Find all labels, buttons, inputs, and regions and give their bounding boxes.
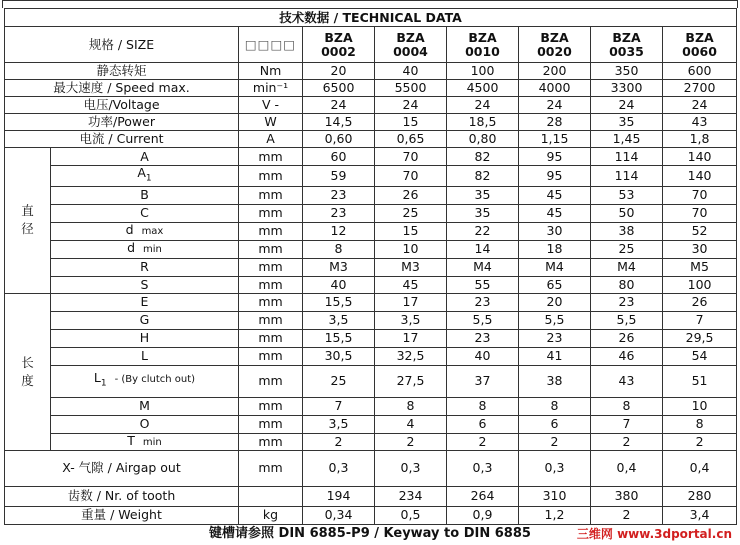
dimension-symbol: L bbox=[93, 370, 101, 386]
value-cell: 20 bbox=[303, 63, 375, 80]
value-cell: 8 bbox=[303, 240, 375, 258]
value-cell: 51 bbox=[663, 365, 737, 397]
value-cell: 95 bbox=[519, 166, 591, 187]
dimension-row bbox=[5, 204, 737, 222]
model-prefix: BZA bbox=[396, 29, 425, 45]
value-cell: 200 bbox=[519, 63, 591, 80]
value-cell: 2700 bbox=[663, 80, 737, 97]
value-cell: 14,5 bbox=[303, 114, 375, 131]
dimension-symbol: C bbox=[140, 205, 149, 220]
dimension-label bbox=[51, 329, 239, 347]
dimension-row bbox=[5, 397, 737, 415]
value-cell: 8 bbox=[591, 397, 663, 415]
group-char: 直 bbox=[21, 203, 34, 219]
dimension-label bbox=[51, 365, 239, 397]
value-cell: M4 bbox=[519, 258, 591, 276]
value-cell: 15,5 bbox=[303, 293, 375, 311]
value-cell: 37 bbox=[447, 365, 519, 397]
value-cell: 1,45 bbox=[591, 131, 663, 148]
value-cell: 10 bbox=[375, 240, 447, 258]
unit-cell: Nm bbox=[239, 63, 303, 80]
value-cell: 70 bbox=[375, 148, 447, 166]
value-cell: 59 bbox=[303, 166, 375, 187]
value-cell: 8 bbox=[663, 415, 737, 433]
value-cell: 25 bbox=[591, 240, 663, 258]
value-cell: 15 bbox=[375, 114, 447, 131]
spec-row bbox=[5, 80, 737, 97]
value-cell: 23 bbox=[447, 293, 519, 311]
value-cell: 65 bbox=[519, 276, 591, 293]
model-header bbox=[447, 27, 519, 63]
value-cell: 3,4 bbox=[663, 506, 737, 524]
dimension-symbol: R bbox=[140, 259, 149, 274]
value-cell: 1,2 bbox=[519, 506, 591, 524]
dimension-note: min bbox=[143, 244, 162, 255]
dimension-row bbox=[5, 433, 737, 450]
value-cell: M3 bbox=[375, 258, 447, 276]
dimension-subscript: 1 bbox=[100, 378, 107, 389]
spec-row bbox=[5, 63, 737, 80]
value-cell: 25 bbox=[375, 204, 447, 222]
row-label: 静态转矩 bbox=[5, 63, 239, 80]
value-cell: 23 bbox=[303, 204, 375, 222]
value-cell: 0,5 bbox=[375, 506, 447, 524]
value-cell: M4 bbox=[591, 258, 663, 276]
value-cell: 5500 bbox=[375, 80, 447, 97]
dimension-symbol: d bbox=[125, 222, 134, 237]
dimension-note: min bbox=[142, 436, 162, 448]
dimension-symbol: O bbox=[139, 416, 150, 431]
value-cell: 24 bbox=[591, 97, 663, 114]
value-cell: 45 bbox=[519, 204, 591, 222]
spec-row bbox=[5, 450, 737, 486]
value-cell: 35 bbox=[447, 186, 519, 204]
spec-row bbox=[5, 97, 737, 114]
value-cell: 3300 bbox=[591, 80, 663, 97]
value-cell: 140 bbox=[663, 166, 737, 187]
unit-cell: mm bbox=[239, 329, 303, 347]
dimension-label bbox=[51, 186, 239, 204]
value-cell: 24 bbox=[375, 97, 447, 114]
value-cell: 23 bbox=[519, 329, 591, 347]
value-cell: 8 bbox=[447, 397, 519, 415]
value-cell: 17 bbox=[375, 329, 447, 347]
unit-cell: mm bbox=[239, 148, 303, 166]
value-cell: 0,3 bbox=[447, 450, 519, 486]
value-cell: 18,5 bbox=[447, 114, 519, 131]
dimension-row bbox=[5, 329, 737, 347]
unit-cell: mm bbox=[239, 258, 303, 276]
dimension-row bbox=[5, 222, 737, 240]
value-cell: 1,8 bbox=[663, 131, 737, 148]
model-code: 0004 bbox=[393, 43, 428, 59]
value-cell: M3 bbox=[303, 258, 375, 276]
unit-cell: W bbox=[239, 114, 303, 131]
unit-cell: mm bbox=[239, 433, 303, 450]
value-cell: 14 bbox=[447, 240, 519, 258]
value-cell: 15 bbox=[375, 222, 447, 240]
value-cell: 27,5 bbox=[375, 365, 447, 397]
value-cell: 2 bbox=[663, 433, 737, 450]
row-label: 电流 / Current bbox=[5, 131, 239, 148]
unit-cell: mm bbox=[239, 166, 303, 187]
diameter-group-label bbox=[5, 148, 51, 294]
value-cell: 2 bbox=[375, 433, 447, 450]
keyway-footnote: 键槽请参照 DIN 6885-P9 / Keyway to DIN 6885 bbox=[209, 526, 531, 541]
header-row bbox=[5, 27, 737, 63]
unit-cell: mm bbox=[239, 186, 303, 204]
value-cell: 8 bbox=[375, 397, 447, 415]
row-label: 齿数 / Nr. of tooth bbox=[5, 486, 239, 506]
value-cell: 1,15 bbox=[519, 131, 591, 148]
dimension-label bbox=[51, 311, 239, 329]
value-cell: 7 bbox=[663, 311, 737, 329]
unit-cell: mm bbox=[239, 204, 303, 222]
value-cell: 8 bbox=[519, 397, 591, 415]
spec-row bbox=[5, 131, 737, 148]
value-cell: 10 bbox=[663, 397, 737, 415]
dimension-label bbox=[51, 222, 239, 240]
value-cell: 6 bbox=[447, 415, 519, 433]
value-cell: 45 bbox=[375, 276, 447, 293]
value-cell: 52 bbox=[663, 222, 737, 240]
dimension-symbol: A bbox=[137, 165, 146, 180]
value-cell: 4500 bbox=[447, 80, 519, 97]
unit-cell: kg bbox=[239, 506, 303, 524]
dimension-symbol: S bbox=[140, 276, 149, 292]
dimension-subscript: 1 bbox=[145, 173, 152, 184]
model-prefix: BZA bbox=[540, 29, 569, 45]
value-cell: 5,5 bbox=[591, 311, 663, 329]
dimension-row bbox=[5, 186, 737, 204]
unit-cell: mm bbox=[239, 311, 303, 329]
value-cell: 280 bbox=[663, 486, 737, 506]
value-cell: 24 bbox=[303, 97, 375, 114]
dimension-row bbox=[5, 293, 737, 311]
value-cell: 40 bbox=[375, 63, 447, 80]
value-cell: 25 bbox=[303, 365, 375, 397]
dimension-label bbox=[51, 415, 239, 433]
value-cell: 4 bbox=[375, 415, 447, 433]
dimension-label bbox=[51, 204, 239, 222]
model-header bbox=[591, 27, 663, 63]
value-cell: 2 bbox=[519, 433, 591, 450]
unit-cell: mm bbox=[239, 240, 303, 258]
model-header bbox=[663, 27, 737, 63]
value-cell: 100 bbox=[663, 276, 737, 293]
unit-cell: mm bbox=[239, 293, 303, 311]
value-cell: 264 bbox=[447, 486, 519, 506]
value-cell: 2 bbox=[591, 433, 663, 450]
value-cell: 38 bbox=[591, 222, 663, 240]
value-cell: 24 bbox=[447, 97, 519, 114]
value-cell: 30 bbox=[519, 222, 591, 240]
row-label: X- 气隙 / Airgap out bbox=[5, 450, 239, 486]
dimension-label bbox=[51, 148, 239, 166]
dimension-symbol: H bbox=[139, 330, 150, 345]
dimension-label bbox=[51, 276, 239, 293]
spec-row bbox=[5, 486, 737, 506]
value-cell: 0,4 bbox=[591, 450, 663, 486]
value-cell: 35 bbox=[591, 114, 663, 131]
unit-cell: A bbox=[239, 131, 303, 148]
value-cell: 40 bbox=[447, 347, 519, 365]
value-cell: 18 bbox=[519, 240, 591, 258]
title-row bbox=[5, 9, 737, 27]
unit-cell: mm bbox=[239, 365, 303, 397]
dimension-row bbox=[5, 258, 737, 276]
value-cell: 41 bbox=[519, 347, 591, 365]
spec-row bbox=[5, 506, 737, 524]
dimension-symbol: A bbox=[140, 148, 149, 164]
dimension-symbol: E bbox=[140, 294, 149, 309]
value-cell: 23 bbox=[303, 186, 375, 204]
value-cell: 0,80 bbox=[447, 131, 519, 148]
dimension-row bbox=[5, 166, 737, 187]
value-cell: 2 bbox=[591, 506, 663, 524]
value-cell: 23 bbox=[447, 329, 519, 347]
value-cell: 380 bbox=[591, 486, 663, 506]
dimension-label bbox=[51, 347, 239, 365]
value-cell: 45 bbox=[519, 186, 591, 204]
value-cell: 0,34 bbox=[303, 506, 375, 524]
value-cell: 54 bbox=[663, 347, 737, 365]
unit-cell: mm bbox=[239, 222, 303, 240]
value-cell: 2 bbox=[447, 433, 519, 450]
value-cell: 26 bbox=[663, 293, 737, 311]
value-cell: 0,4 bbox=[663, 450, 737, 486]
value-cell: 17 bbox=[375, 293, 447, 311]
dimension-note: max bbox=[141, 226, 164, 237]
model-prefix: BZA bbox=[324, 29, 353, 45]
value-cell: 43 bbox=[591, 365, 663, 397]
value-cell: 6 bbox=[519, 415, 591, 433]
model-prefix: BZA bbox=[612, 29, 641, 45]
model-header bbox=[303, 27, 375, 63]
value-cell: 38 bbox=[519, 365, 591, 397]
value-cell: 53 bbox=[591, 186, 663, 204]
value-cell: 12 bbox=[303, 222, 375, 240]
value-cell: 32,5 bbox=[375, 347, 447, 365]
value-cell: 29,5 bbox=[663, 329, 737, 347]
value-cell: 60 bbox=[303, 148, 375, 166]
model-header bbox=[375, 27, 447, 63]
group-char: 长 bbox=[21, 354, 34, 370]
value-cell: 7 bbox=[591, 415, 663, 433]
value-cell: 82 bbox=[447, 166, 519, 187]
model-code: 0020 bbox=[537, 43, 572, 59]
value-cell: 82 bbox=[447, 148, 519, 166]
dimension-symbol: L bbox=[141, 348, 148, 363]
value-cell: 5,5 bbox=[447, 311, 519, 329]
dimension-symbol: G bbox=[139, 312, 150, 327]
model-header bbox=[519, 27, 591, 63]
group-char: 径 bbox=[21, 221, 34, 237]
unit-cell: mm bbox=[239, 415, 303, 433]
value-cell: M4 bbox=[447, 258, 519, 276]
dimension-note: - (By clutch out) bbox=[114, 374, 196, 386]
value-cell: 26 bbox=[375, 186, 447, 204]
table-title: 技术数据 / TECHNICAL DATA bbox=[5, 9, 737, 27]
value-cell: 15,5 bbox=[303, 329, 375, 347]
unit-cell bbox=[239, 486, 303, 506]
value-cell: 43 bbox=[663, 114, 737, 131]
row-label: 功率/Power bbox=[5, 114, 239, 131]
group-char: 度 bbox=[21, 372, 34, 388]
value-cell: 24 bbox=[519, 97, 591, 114]
value-cell: 20 bbox=[519, 293, 591, 311]
value-cell: 46 bbox=[591, 347, 663, 365]
dimension-row bbox=[5, 240, 737, 258]
value-cell: 234 bbox=[375, 486, 447, 506]
value-cell: 7 bbox=[303, 397, 375, 415]
watermark-logo: 三维网 www.3dportal.cn bbox=[576, 527, 732, 541]
model-code: 0035 bbox=[609, 43, 644, 59]
value-cell: 23 bbox=[591, 293, 663, 311]
unit-placeholder: □□□□ bbox=[239, 27, 303, 63]
unit-cell: mm bbox=[239, 397, 303, 415]
value-cell: 0,9 bbox=[447, 506, 519, 524]
model-code: 0002 bbox=[321, 43, 356, 59]
value-cell: 24 bbox=[663, 97, 737, 114]
size-label: 规格 / SIZE bbox=[5, 27, 239, 63]
value-cell: 26 bbox=[591, 329, 663, 347]
table-body bbox=[5, 9, 737, 525]
dimension-row bbox=[5, 365, 737, 397]
dimension-row bbox=[5, 148, 737, 166]
value-cell: 70 bbox=[663, 186, 737, 204]
length-group-label bbox=[5, 293, 51, 450]
value-cell: 3,5 bbox=[303, 311, 375, 329]
value-cell: 0,3 bbox=[375, 450, 447, 486]
spec-row bbox=[5, 114, 737, 131]
value-cell: 30,5 bbox=[303, 347, 375, 365]
unit-cell: min⁻¹ bbox=[239, 80, 303, 97]
value-cell: 4000 bbox=[519, 80, 591, 97]
dimension-symbol: d bbox=[127, 240, 136, 255]
value-cell: 2 bbox=[303, 433, 375, 450]
value-cell: 0,3 bbox=[303, 450, 375, 486]
value-cell: 6500 bbox=[303, 80, 375, 97]
value-cell: 70 bbox=[375, 166, 447, 187]
dimension-symbol: B bbox=[140, 187, 149, 202]
model-prefix: BZA bbox=[685, 29, 714, 45]
value-cell: 600 bbox=[663, 63, 737, 80]
value-cell: 28 bbox=[519, 114, 591, 131]
value-cell: 350 bbox=[591, 63, 663, 80]
model-code: 0010 bbox=[465, 43, 500, 59]
value-cell: M5 bbox=[663, 258, 737, 276]
value-cell: 50 bbox=[591, 204, 663, 222]
value-cell: 95 bbox=[519, 148, 591, 166]
top-frame bbox=[2, 0, 738, 8]
value-cell: 22 bbox=[447, 222, 519, 240]
value-cell: 100 bbox=[447, 63, 519, 80]
value-cell: 310 bbox=[519, 486, 591, 506]
value-cell: 0,65 bbox=[375, 131, 447, 148]
value-cell: 140 bbox=[663, 148, 737, 166]
value-cell: 0,3 bbox=[519, 450, 591, 486]
dimension-row bbox=[5, 415, 737, 433]
dimension-label bbox=[51, 397, 239, 415]
dimension-label bbox=[51, 293, 239, 311]
model-prefix: BZA bbox=[468, 29, 497, 45]
dimension-label bbox=[51, 433, 239, 450]
model-code: 0060 bbox=[682, 43, 717, 59]
row-label: 重量 / Weight bbox=[5, 506, 239, 524]
value-cell: 35 bbox=[447, 204, 519, 222]
value-cell: 55 bbox=[447, 276, 519, 293]
dimension-row bbox=[5, 347, 737, 365]
dimension-symbol: T bbox=[127, 433, 135, 448]
dimension-label bbox=[51, 258, 239, 276]
row-label: 最大速度 / Speed max. bbox=[5, 80, 239, 97]
value-cell: 3,5 bbox=[303, 415, 375, 433]
value-cell: 5,5 bbox=[519, 311, 591, 329]
row-label: 电压/Voltage bbox=[5, 97, 239, 114]
value-cell: 30 bbox=[663, 240, 737, 258]
value-cell: 40 bbox=[303, 276, 375, 293]
dimension-label bbox=[51, 166, 239, 187]
unit-cell: mm bbox=[239, 347, 303, 365]
dimension-symbol: M bbox=[139, 398, 150, 413]
technical-data-table bbox=[4, 8, 737, 525]
dimension-row bbox=[5, 311, 737, 329]
value-cell: 194 bbox=[303, 486, 375, 506]
value-cell: 80 bbox=[591, 276, 663, 293]
unit-cell: V - bbox=[239, 97, 303, 114]
unit-cell: mm bbox=[239, 276, 303, 293]
value-cell: 114 bbox=[591, 148, 663, 166]
value-cell: 114 bbox=[591, 166, 663, 187]
value-cell: 70 bbox=[663, 204, 737, 222]
value-cell: 3,5 bbox=[375, 311, 447, 329]
value-cell: 0,60 bbox=[303, 131, 375, 148]
unit-cell: mm bbox=[239, 450, 303, 486]
dimension-row bbox=[5, 276, 737, 293]
dimension-label bbox=[51, 240, 239, 258]
